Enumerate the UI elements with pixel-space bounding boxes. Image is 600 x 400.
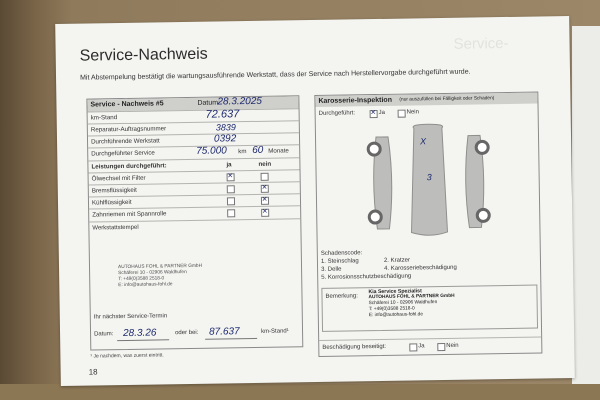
extra-label: Zahnriemen mit Spannrolle [92,210,167,219]
km-label: km-Stand [90,114,118,122]
interval-km-value: 75.000 [196,145,227,157]
divider [319,336,541,340]
stamp-line: E: info@autohaus-fohl.de [118,282,173,289]
stamp-line: E: info@autohaus-fohl.de [368,312,424,319]
extra-row-belt [89,205,300,222]
booklet-page [55,16,575,386]
interval-km-unit: km [238,148,247,156]
intro-text: Mit Abstempelung bestätigt die wartungsausführende Werkstatt, dass der Service nach Herstellervorgabe durchgeführt wurde. [79,68,471,82]
damage-mark: X [419,136,427,147]
remark-label: Bemerkung: [325,293,358,300]
damage-code: 1. Steinschlag [320,258,359,265]
interval-months-unit: Monate [268,147,289,155]
done-yes-label: Ja [378,109,386,116]
body-header-note: (nur auszufüllen bei Fälligkeit oder Schaden) [399,95,495,103]
next-or-label: oder bei: [175,329,199,337]
damage-code: 3. Delle [321,266,342,273]
remark-stamp [368,288,455,319]
stamp-line: AUTOHAUS FOHL & PARTNER GmbH [368,293,455,301]
stamp-line: T: +49(0)3588 2518-0 [118,276,165,283]
order-value: 3839 [215,122,236,133]
page-title: Service-Nachweis [79,45,208,65]
damage-code: 4. Karosseriebeschädigung [384,264,457,272]
workshop-stamp [118,264,202,289]
col-yes-label: ja [226,161,232,169]
stamp-line: AUTOHAUS FOHL & PARTNER GmbH [117,263,203,271]
wheel-left-rear [369,211,381,223]
extra-no-checkbox[interactable] [261,209,269,217]
col-no-label: nein [258,160,272,168]
extra-yes-checkbox[interactable] [227,185,235,193]
interval-label: Durchgeführter Service [91,149,155,158]
workshop-value: 0392 [213,133,237,145]
damage-code: 5. Korrosionsschutzbeschädigung [321,273,412,281]
car-diagram [358,121,500,243]
extra-no-checkbox[interactable] [261,197,269,205]
date-label: Datum: [197,99,221,107]
next-date-value: 28.3.26 [122,327,157,340]
ghost-title: Service- [453,34,509,53]
service-record-box [86,95,303,350]
done-no-label: Nein [406,109,420,116]
next-service-label: Ihr nächster Service-Termin [93,313,168,321]
page-number: 18 [88,367,98,377]
stamp-line: Schäferei 10 - 02906 Waldhufen [118,270,187,277]
damage-code: 2. Kratzer [383,257,411,264]
damage-codes-title: Schadenscode: [320,250,363,257]
stamp-line: T: +49(0)3588 2518-0 [368,306,415,313]
next-km-field[interactable] [205,328,257,340]
extra-no-checkbox[interactable] [261,173,269,181]
done-yes-checkbox[interactable] [370,110,378,118]
done-no-checkbox[interactable] [398,110,406,118]
extra-yes-checkbox[interactable] [227,197,235,205]
interval-months-value: 60 [252,144,264,156]
remark-field[interactable] [321,285,538,332]
extra-label: Ölwechsel mit Filter [91,174,146,183]
next-page-edge [572,26,600,386]
date-value: 28.3.2025 [217,95,263,108]
footnote: ¹ Je nachdem, was zuerst eintritt. [90,352,164,360]
workshop-label: Durchführende Werkstatt [90,137,160,146]
repaired-yes-label: Ja [418,343,425,350]
next-date-field[interactable] [117,329,169,341]
extra-yes-checkbox[interactable] [227,173,235,181]
next-km-value: 87.637 [208,326,240,338]
remark-stamp-title: Kia Service Spezialist [368,288,422,296]
table-surface [0,384,600,400]
stamp-label: Werkstattstempel [92,224,139,232]
extra-no-checkbox[interactable] [261,185,269,193]
repaired-yes-checkbox[interactable] [409,343,417,351]
damage-mark: 3 [426,172,432,183]
wheel-right-front [476,141,488,153]
wheel-right-rear [477,209,489,221]
body-header-title: Karosserie-Inspektion [318,96,393,105]
repaired-no-label: Nein [446,342,459,349]
body-inspection-box [314,91,542,356]
body-header [315,92,537,106]
next-date-label: Datum: [94,331,114,338]
extra-label: Kühlflüssigkeit [91,198,132,207]
next-km-label: km-Stand¹ [261,328,289,335]
extra-yes-checkbox[interactable] [227,209,235,217]
wheel-left-front [368,143,380,155]
repaired-label: Beschädigung beseitigt: [322,343,387,351]
extras-header: Leistungen durchgeführt: [91,162,167,171]
extra-label: Bremsflüssigkeit [91,186,137,195]
km-value: 72.637 [205,108,240,121]
done-label: Durchgeführt: [318,110,356,117]
stamp-line: Schäferei 10 - 02906 Waldhufen [368,300,438,307]
repaired-no-checkbox[interactable] [437,343,445,351]
order-label: Reparatur-Auftragsnummer [90,125,167,134]
service-header-title: Service - Nachweis #5 [90,100,164,109]
